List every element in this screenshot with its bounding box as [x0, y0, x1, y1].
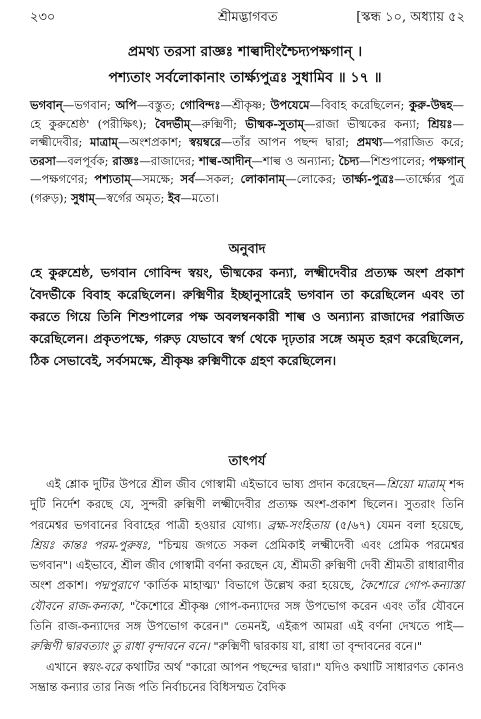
purport-italic-run: স্বয়ং-বরে: [81, 659, 122, 674]
purport-text-run: (৫/৬৭) যেমন বলা হয়েছে,: [329, 517, 464, 532]
synonym-meaning: পক্ষগণের: [41, 172, 85, 186]
translation-heading: অনুবাদ: [228, 242, 266, 257]
synonym-meaning: ভগবান: [74, 98, 107, 112]
synonym-meaning: হে কুরুশ্রেষ্ঠ' (পরীক্ষিৎ): [30, 116, 143, 131]
purport-italic-run: শ্রিয়ঃ কান্তঃ পরম-পুরুষঃ,: [30, 537, 152, 552]
purport-heading: তাৎপর্য: [228, 454, 266, 469]
translation-text: হে কুরুশ্রেষ্ঠ, ভগবান গোবিন্দ স্বয়ং, ভীষ্মকের কন্যা, লক্ষ্মীদেবীর প্রত্যক্ষ অংশ প্রকাশ বৈদর্ভীকে বিবাহ করেছিলেন। রুক্মিণীর ইচ্ছানুসারেই ভগবান তা করেছিলেন এবং তা করতে গিয়ে তিনি শিশুপালের পক্ষ অবলম্বনকারী শাল্ব ও অন্যান্য রাজাদের পরাজিত করেছিলেন। প্রকৃতপক্ষে, গরুড় যেভাবে স্বর্গ থেকে দৃঢ়তার সঙ্গে অমৃত হরণ করেছিলেন, ঠিক সেভাবেই, সর্বসমক্ষে, শ্রীকৃষ্ণ রুক্মিণীকে গ্রহণ করেছিলেন।: [30, 265, 464, 368]
synonym-word: সর্ব: [180, 172, 195, 186]
purport-text-run: এখানে: [46, 659, 82, 674]
purport-text: [30, 474, 464, 697]
synonym-word: পশ্যতাম্: [94, 172, 131, 186]
purport-italic-run: কৈশোরে গোপ-কন্যাস্তা যৌবনে রাজ-কন্যকা,: [30, 578, 464, 613]
synonyms-paragraph: ভগবান্—ভগবান; অপি—বস্তুত; গোবিন্দঃ—শ্রীকৃষ্ণ; উপযেমে—বিবাহ করেছিলেন; কুরু-উদ্বহ—হে কুরুশ্রেষ্ঠ' (পরীক্ষিৎ); বৈদর্ভীম্—রুক্মিণী; ভীষ্মক-সুতাম্—রাজা ভীষ্মকের কন্যা; শ্রিয়ঃ—লক্ষ্মীদেবীর; মাত্রাম্—অংশপ্রকাশ; স্বয়ম্বরে—তাঁর আপন পছন্দ দ্বারা; প্রমথ্য—পরাজিত করে; তরসা—বলপূর্বক; রাজ্ঞঃ—রাজাদের; শাল্ব-আদীন্—শাল্ব ও অন্যান্য; চৈদ্য—শিশুপালের; পক্ষগান্—পক্ষগণের; পশ্যতাম্—সমক্ষে; সর্ব—সকল; লোকানাম্—লোকের; তার্ক্ষ্য-পুত্রঃ—তার্ক্ষ্যের পুত্র (গরুড়); সুধাম্—স্বর্গের অমৃত; ইব—মতো।: [30, 98, 465, 205]
synonym-meaning: পরাজিত করে: [393, 135, 461, 149]
synonym-word: বৈদর্ভীম্: [154, 116, 191, 131]
synonym-word: মাত্রাম্: [89, 135, 118, 149]
purport-text-run: "কৈশোরে শ্রীকৃষ্ণ গোপ-কন্যাদের সঙ্গ উপভোগ করেন এবং তাঁর যৌবনে তিনি রাজ-কন্যাদের সঙ্গ উপভোগ করেন।" তেমনই, এইরূপ আমরা এই বর্ণনা দেখতে পাই—: [30, 598, 464, 634]
synonym-word: অপি: [115, 98, 137, 112]
synonym-word: ইব: [168, 190, 181, 205]
synonym-word: কুরু-উদ্বহ: [409, 98, 453, 112]
purport-paragraph-2: [30, 657, 464, 698]
purport-text-run: কথাটির অর্থ "কারো আপন পছন্দের দ্বারা।" যদিও কথাটি সাধারণত কোনও সম্ভ্রান্ত কন্যার তার নিজ পতি নির্বাচনের বিধিসম্মত বৈদিক: [30, 659, 464, 694]
synonym-word: ভীষ্মক-সুতাম্: [245, 116, 305, 131]
purport-text-run: এই শ্লোক দুটির উপরে শ্রীল জীব গোস্বামী এইভাবে ভাষ্য প্রদান করেছেন—: [46, 477, 387, 491]
verse-line-1: প্রমথ্য তরসা রাজ্ঞঃ শাল্বাদীংশ্চৈদ্যপক্ষগান্ ।: [127, 44, 363, 60]
synonym-meaning: লক্ষ্মীদেবীর: [30, 135, 79, 149]
synonym-word: স্বয়ম্বরে: [189, 135, 221, 149]
synonym-meaning: শাল্ব ও অন্যান্য: [262, 153, 332, 168]
synonym-meaning: রুক্মিণী: [201, 116, 234, 131]
synonym-word: তার্ক্ষ্য-পুত্রঃ: [342, 172, 395, 186]
page-header: [30, 6, 465, 28]
synonym-word: চৈদ্য: [338, 153, 360, 168]
synonym-word: শাল্ব-আদীন্: [198, 153, 252, 168]
synonym-meaning: স্বর্গের অমৃত: [106, 190, 161, 205]
synonym-word: সুধাম্: [71, 190, 95, 205]
purport-italic-run: রুক্মিণী দ্বারবত্যাং তু রাধা বৃন্দাবনে বনে।: [30, 639, 210, 654]
verse-line-2: পশ্যতাং সর্বলোকানাং তার্ক্ষ্যপুত্রঃ সুধামিব ॥ ১৭ ॥: [108, 70, 382, 86]
page-number: ২৩০: [30, 10, 56, 25]
synonym-meaning: বস্তুত: [148, 98, 172, 112]
synonym-meaning: তার্ক্ষ্যের পুত্র (গরুড়): [30, 172, 465, 205]
synonym-word: ভগবান্: [30, 98, 63, 112]
purport-italic-run: পদ্মপুরাণে: [93, 578, 139, 593]
synonym-meaning: সমক্ষে: [142, 172, 171, 186]
synonym-meaning: সকল: [205, 172, 231, 186]
synonym-word: প্রমথ্য: [356, 135, 383, 149]
synonym-word: উপযেমে: [270, 98, 310, 112]
synonym-word: রাজ্ঞঃ: [112, 153, 140, 168]
purport-text-run: শব্দ দুটি নির্দেশ করছে যে, সুন্দরী রুক্মিণী লক্ষ্মীদেবীর প্রত্যক্ষ অংশ-প্রকাশ ছিলেন। সুতরাং তিনি পরমেশ্বর ভগবানের বিবাহের পাত্রী হওয়ার যোগ্য।: [30, 477, 464, 532]
purport-text-run: "রুক্মিণী দ্বারকায় যা, রাধা তা বৃন্দাবনের বনে।": [209, 639, 423, 654]
synonym-meaning: অংশপ্রকাশ: [129, 135, 178, 149]
synonym-word: গোবিন্দঃ: [179, 98, 221, 112]
purport-text-run: "চিন্ময় জগতে সকল প্রেমিকাই লক্ষ্মীদেবী এবং প্রেমিক পরমেশ্বর ভগবান"। এইভাবে, শ্রীল জীব গোস্বামী বর্ণনা করছেন যে, শ্রীমতী রুক্মিণী দেবী শ্রীমতী রাধারাণীর অংশ প্রকাশ।: [30, 537, 464, 593]
synonym-meaning: শ্রীকৃষ্ণ: [232, 98, 262, 112]
synonym-meaning: শিশুপালের: [370, 153, 422, 168]
running-title: শ্রীমদ্ভাগবত: [218, 10, 278, 25]
synonym-word: শ্রিয়ঃ: [427, 116, 453, 131]
synonym-meaning: মতো: [191, 190, 215, 205]
purport-italic-run: ব্রহ্ম-সংহিতায়: [267, 517, 330, 532]
synonym-meaning: লোকের: [296, 172, 333, 186]
synonym-word: পক্ষগান্: [429, 153, 464, 168]
purport-italic-run: শ্রিয়ো মাত্রাম্: [386, 477, 445, 491]
synonym-meaning: রাজাদের: [150, 153, 192, 168]
synonym-meaning: বিবাহ করেছিলেন: [321, 98, 401, 112]
synonym-meaning: বলপূর্বক: [67, 153, 105, 168]
synonym-meaning: রাজা ভীষ্মকের কন্যা: [315, 116, 416, 131]
purport-text-run: 'কার্তিক মাহাত্ম্য' বিভাগে উল্লেখ করা হয়েছে,: [138, 578, 360, 593]
synonym-word: তরসা: [30, 153, 56, 168]
synonym-meaning: তাঁর আপন পছন্দ দ্বারা: [232, 135, 346, 149]
chapter-reference: [স্কন্ধ ১০, অধ্যায় ৫২: [356, 10, 465, 25]
purport-paragraph-1: [30, 474, 464, 657]
synonym-word: লোকানাম্: [240, 172, 286, 186]
